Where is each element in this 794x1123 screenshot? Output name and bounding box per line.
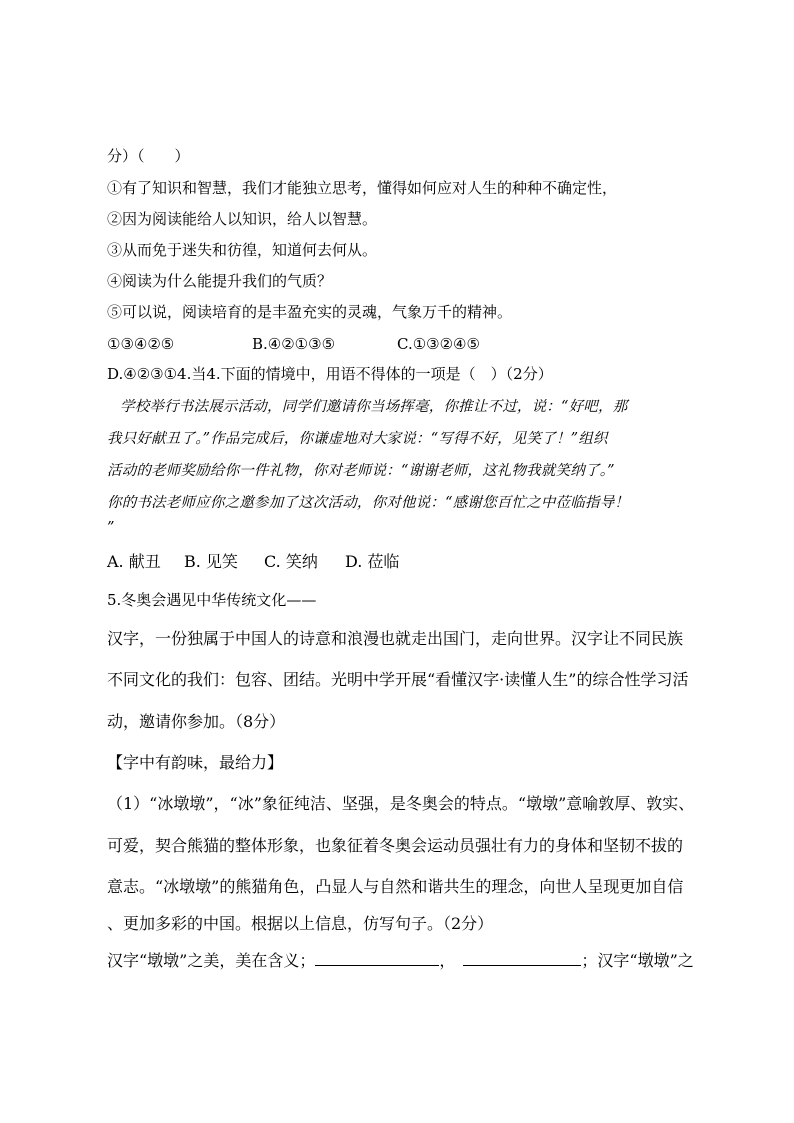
q5-fill-suffix: ；汉字“墩墩”之 — [581, 951, 694, 970]
q4-option-c: C. 笑纳 — [264, 552, 318, 571]
q3-option-c: C.①③②④⑤ — [397, 335, 480, 353]
q5-sub1-line-3: 意志。“冰墩墩”的熊猫角色，凸显人与自然和谐共生的理念，向世人呈现更加自信 — [107, 877, 684, 896]
q5-sub1-line-4: 、更加多彩的中国。根据以上信息，仿写句子。（2分） — [107, 914, 494, 933]
q4-passage-line-4: 你的书法老师应你之邀参加了这次活动，你对他说：“感谢您百忙之中莅临指导！ — [107, 495, 630, 511]
q3-sentence-5: ⑤可以说，阅读培育的是丰盈充实的灵魂，气象万千的精神。 — [107, 303, 513, 321]
q3-options — [107, 334, 480, 354]
q4-option-d: D. 莅临 — [345, 552, 400, 571]
q5-section-heading: 【字中有韵味，最给力】 — [107, 753, 284, 772]
q4-passage-line-5: ” — [107, 520, 115, 536]
q5-title: 5.冬奥会遇见中华传统文化—— — [107, 591, 317, 609]
q3-sentence-2: ②因为阅读能给人以知识，给人以智慧。 — [107, 210, 378, 228]
q3-sentence-4: ④阅读为什么能提升我们的气质？ — [107, 272, 333, 290]
q4-passage-line-2: 我只好献丑了。”作品完成后，你谦虚地对大家说：“写得不好，见笑了！”组织 — [107, 431, 608, 447]
q3-option-b: B.④②①③⑤ — [252, 335, 336, 353]
q3-sentence-1: ①有了知识和智慧，我们才能独立思考，懂得如何应对人生的种种不确定性， — [107, 179, 618, 197]
q4-option-a: A. 献丑 — [107, 552, 161, 571]
q5-intro-line-3: 动，邀请你参加。（8分） — [107, 712, 286, 731]
q3-option-a: ①③④②⑤ — [107, 335, 175, 353]
q4-options — [107, 552, 399, 572]
q5-fill-prefix: 汉字“墩墩”之美，美在含义； — [107, 951, 316, 970]
q4-option-b: B. 见笑 — [184, 552, 238, 571]
q5-sub1-line-1: （1）“冰墩墩”，“冰”象征纯洁、坚强，是冬奥会的特点。“墩墩”意喻敦厚、敦实、 — [107, 794, 695, 813]
answer-blank-1[interactable] — [315, 951, 439, 966]
q3-sentence-3: ③从而免于迷失和彷徨，知道何去何从。 — [107, 241, 378, 259]
q5-intro-line-2: 不同文化的我们：包容、团结。光明中学开展“看懂汉字·读懂人生”的综合性学习活 — [107, 670, 689, 689]
q5-sub1-line-2: 可爱，契合熊猫的整体形象，也象征着冬奥会运动员强壮有力的身体和坚韧不拔的 — [107, 836, 684, 855]
q5-fill-comma: ， — [439, 951, 456, 970]
q5-intro-line-1: 汉字，一份独属于中国人的诗意和浪漫也就走出国门，走向世界。汉字让不同民族 — [107, 629, 684, 648]
answer-blank-2[interactable] — [463, 951, 581, 966]
q3-option-d-and-q4-stem: D.④②③①4.当4.下面的情境中，用语不得体的一项是（ ）（2分） — [107, 365, 553, 383]
q4-passage-line-1: 学校举行书法展示活动，同学们邀请你当场挥毫，你推让不过，说：“好吧，那 — [120, 399, 628, 415]
q4-passage-line-3: 活动的老师奖励给你一件礼物，你对老师说：“谢谢老师，这礼物我就笑纳了。” — [107, 463, 615, 479]
q5-fill-line — [107, 951, 694, 971]
q3-header-cont: 分）（ ） — [107, 147, 190, 165]
